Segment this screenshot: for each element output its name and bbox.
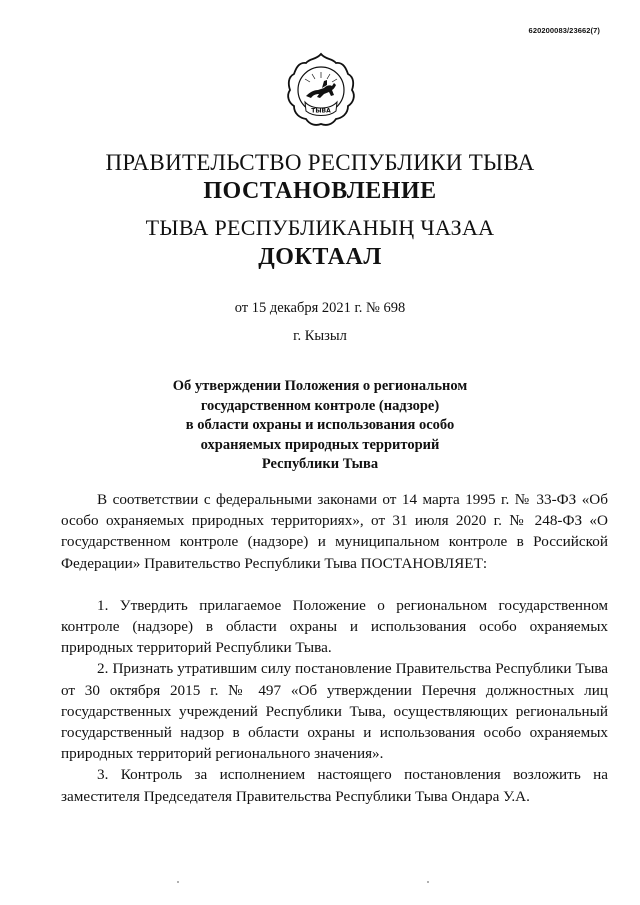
government-title-tuvan: ТЫВА РЕСПУБЛИКАНЫҢ ЧАЗАА (145, 215, 495, 240)
item-1-paragraph: 1. Утвердить прилагаемое Положение о региональном государственном контроле (надзоре) в области охраны и использования особо охраняемых природных территорий Республики Тыва. (61, 596, 608, 657)
government-title: ПРАВИТЕЛЬСТВО РЕСПУБЛИКИ ТЫВА (105, 150, 535, 175)
decree-date-number: от 15 декабря 2021 г. № 698 (234, 300, 406, 316)
item-3-paragraph: 3. Контроль за исполнением настоящего постановления возложить на заместителя Председателя Правительства Республики Тыва Ондара У.А. (61, 766, 608, 805)
subject-line: Республики Тыва (261, 456, 379, 472)
decree-body (61, 489, 608, 807)
document-number: 620200083/23662(7) (528, 26, 600, 35)
scan-speck (427, 881, 429, 883)
decree-title-tuvan: ДОКТААЛ (258, 244, 382, 270)
subject-line: охраняемых природных территорий (200, 436, 440, 453)
scan-speck (177, 881, 179, 883)
preamble-paragraph: В соответствии с федеральными законами от 14 марта 1995 г. № 33-ФЗ «Об особо охраняемых природных территориях», от 31 июля 2020 г. № 248-ФЗ «О государственном контроле (надзоре) и муниципальном контроле в Российской Федерации» Правительство Республики Тыва ПОСТАНОВЛЯЕТ: (61, 491, 608, 572)
subject-line: Об утверждении Положения о региональном (172, 378, 468, 394)
decree-subject (0, 377, 640, 475)
subject-line: государственном контроле (надзоре) (200, 397, 440, 414)
tuva-coat-of-arms-icon (286, 52, 356, 130)
item-2-paragraph: 2. Признать утратившим силу постановление Правительства Республики Тыва от 30 октября 2015 г. № 497 «Об утверждении Перечня должностных лиц государственных учреждений Республики Тыва, осуществляющих региональный государственный надзор в области охраны и использования особо охраняемых природных территорий регионального значения». (61, 660, 608, 763)
subject-line: в области охраны и использования особо (185, 417, 455, 433)
svg-text:ТЫВА: ТЫВА (311, 107, 331, 115)
decree-title: ПОСТАНОВЛЕНИЕ (203, 178, 437, 204)
decree-city: г. Кызыл (293, 328, 347, 344)
